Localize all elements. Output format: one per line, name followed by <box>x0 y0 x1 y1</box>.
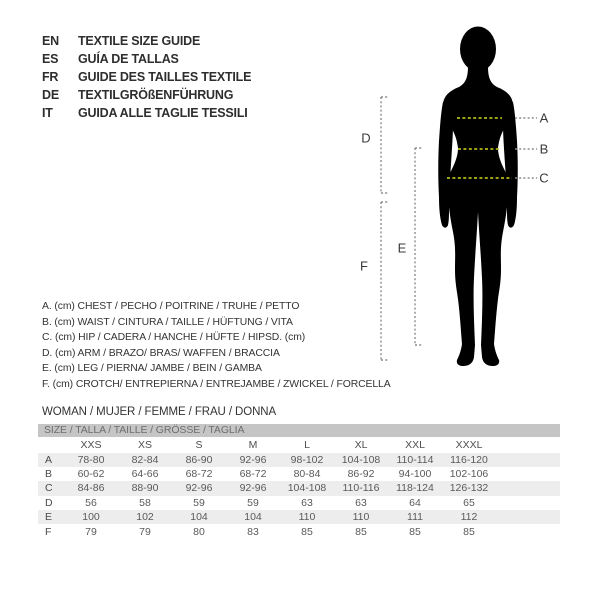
cell-value: 104 <box>190 511 208 524</box>
cell-value: 104-108 <box>341 453 381 466</box>
cell-value: 88-90 <box>131 482 159 495</box>
cell-value: 68-72 <box>185 468 213 481</box>
cell-value: 85 <box>409 525 421 538</box>
cell-value: 56 <box>85 496 97 509</box>
waist-label: B <box>539 141 549 157</box>
cell-value: 86-92 <box>347 468 375 481</box>
legend-item-waist: B. (cm) WAIST / CINTURA / TAILLE / HÜFTUNG / VITA <box>42 316 293 328</box>
row-label: D <box>45 496 53 509</box>
cell-value: 83 <box>247 525 259 538</box>
chest-label: A <box>539 110 549 126</box>
table-row-arm <box>38 496 560 510</box>
cell-value: 85 <box>301 525 313 538</box>
size-col-s: S <box>195 438 203 451</box>
cell-value: 85 <box>355 525 367 538</box>
cell-value: 110 <box>298 511 316 524</box>
title-row-de <box>42 86 251 104</box>
cell-value: 79 <box>139 525 151 538</box>
cell-value: 85 <box>463 525 475 538</box>
cell-value: 116-120 <box>450 453 488 466</box>
cell-value: 80 <box>193 525 205 538</box>
cell-value: 68-72 <box>239 468 267 481</box>
size-col-m: M <box>248 438 258 451</box>
title-block <box>42 32 251 122</box>
cell-value: 112 <box>460 511 478 524</box>
crotch-label: F <box>360 258 368 274</box>
title-text-es: GUÍA DE TALLAS <box>78 52 179 66</box>
cell-value: 102 <box>136 511 154 524</box>
cell-value: 78-80 <box>77 453 105 466</box>
size-col-xxxl: XXXL <box>455 438 483 451</box>
size-table <box>38 424 560 539</box>
cell-value: 79 <box>85 525 97 538</box>
size-col-xs: XS <box>137 438 152 451</box>
title-row-it <box>42 104 251 122</box>
legend-item-arm: D. (cm) ARM / BRAZO/ BRAS/ WAFFEN / BRACCIA <box>42 347 280 359</box>
legend-item-chest: A. (cm) CHEST / PECHO / POITRINE / TRUHE / PETTO <box>42 301 300 312</box>
lang-code-es: ES <box>42 52 59 66</box>
cell-value: 104-108 <box>287 482 327 495</box>
legend-item-hip: C. (cm) HIP / CADERA / HANCHE / HÜFTE / HIPSD. (cm) <box>42 332 306 343</box>
lang-code-fr: FR <box>42 70 59 84</box>
cell-value: 60-62 <box>77 468 105 481</box>
row-label: B <box>45 468 53 481</box>
cell-value: 58 <box>139 496 151 509</box>
table-row-hip <box>38 481 560 495</box>
cell-value: 64 <box>409 496 421 509</box>
table-row-waist <box>38 467 560 481</box>
title-text-en: TEXTILE SIZE GUIDE <box>78 34 201 48</box>
lang-code-it: IT <box>42 106 53 120</box>
size-col-l: L <box>304 438 310 451</box>
cell-value: 59 <box>247 496 259 509</box>
cell-value: 82-84 <box>131 453 159 466</box>
title-text-fr: GUIDE DES TAILLES TEXTILE <box>78 70 252 84</box>
cell-value: 110 <box>352 511 370 524</box>
cell-value: 100 <box>82 511 100 524</box>
row-label: C <box>45 482 53 495</box>
table-row-crotch <box>38 524 560 538</box>
leg-label: E <box>397 240 407 256</box>
cell-value: 98-102 <box>290 453 324 466</box>
cell-value: 92-96 <box>185 482 213 495</box>
size-table-header-band: SIZE / TALLA / TAILLE / GRÖSSE / TAGLIA <box>38 424 560 437</box>
size-col-xl: XL <box>354 438 368 451</box>
row-label: F <box>45 525 52 538</box>
lang-code-de: DE <box>42 88 59 102</box>
cell-value: 64-66 <box>131 468 159 481</box>
cell-value: 126-132 <box>449 482 489 495</box>
lang-code-en: EN <box>42 34 59 48</box>
size-table-sizes-row <box>38 437 560 453</box>
hip-label: C <box>539 170 549 186</box>
row-label: E <box>45 511 53 524</box>
cell-value: 94-100 <box>398 468 432 481</box>
cell-value: 86-90 <box>185 453 213 466</box>
legend-item-leg: E. (cm) LEG / PIERNA/ JAMBE / BEIN / GAMBA <box>42 363 262 374</box>
title-text-de: TEXTILGRÖßENFÜHRUNG <box>78 88 234 102</box>
cell-value: 65 <box>463 496 475 509</box>
table-row-leg <box>38 510 560 524</box>
cell-value: 59 <box>193 496 205 509</box>
cell-value: 80-84 <box>293 468 321 481</box>
cell-value: 102-106 <box>449 468 489 481</box>
cell-value: 110-114 <box>396 453 434 466</box>
title-text-it: GUIDA ALLE TAGLIE TESSILI <box>78 106 248 120</box>
cell-value: 63 <box>355 496 367 509</box>
cell-value: 111 <box>407 511 423 524</box>
legend-item-crotch: F. (cm) CROTCH/ ENTREPIERNA / ENTREJAMBE / ZWICKEL / FORCELLA <box>42 378 391 390</box>
title-row-es <box>42 50 251 68</box>
cell-value: 63 <box>301 496 313 509</box>
title-row-en <box>42 32 251 50</box>
category-line: WOMAN / MUJER / FEMME / FRAU / DONNA <box>42 406 277 418</box>
cell-value: 92-96 <box>239 482 267 495</box>
title-row-fr <box>42 68 251 86</box>
size-col-xxl: XXL <box>405 438 425 451</box>
cell-value: 110-116 <box>342 482 380 495</box>
cell-value: 118-124 <box>396 482 434 495</box>
arm-label: D <box>361 130 371 146</box>
size-col-xxs: XXS <box>80 438 102 451</box>
cell-value: 92-96 <box>239 453 267 466</box>
cell-value: 104 <box>244 511 262 524</box>
cell-value: 84-86 <box>77 482 105 495</box>
row-label: A <box>45 453 53 466</box>
table-row-chest <box>38 453 560 467</box>
measurement-legend <box>42 299 391 392</box>
